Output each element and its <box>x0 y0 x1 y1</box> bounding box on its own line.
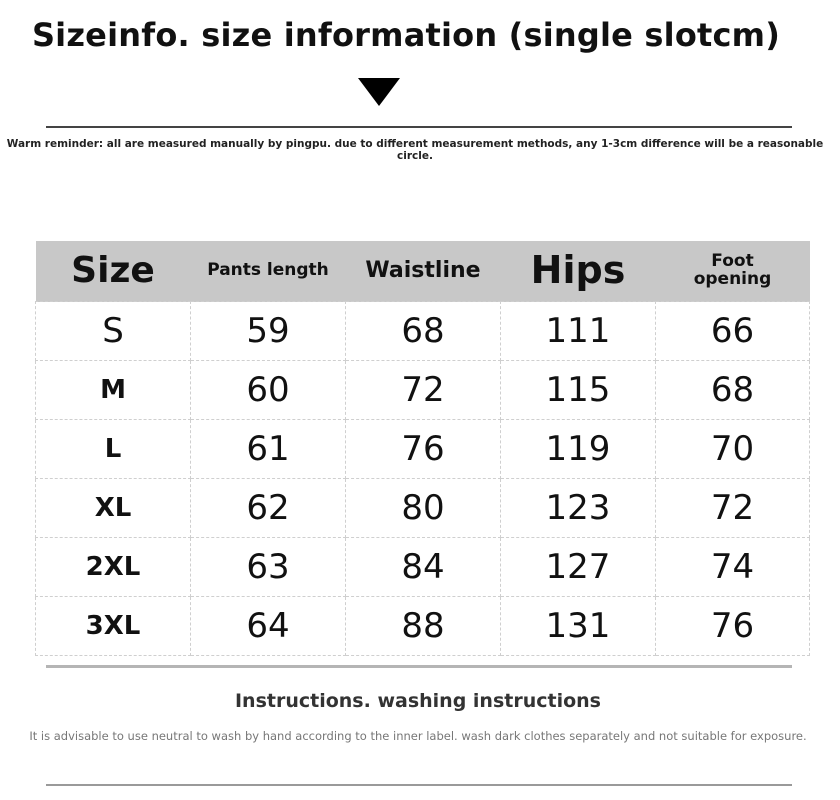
column-header-size: Size <box>36 241 191 302</box>
foot-opening-cell: 68 <box>656 361 810 420</box>
divider <box>46 665 792 668</box>
table-header-row <box>36 241 810 302</box>
down-arrow-icon <box>358 78 400 106</box>
table-row <box>36 597 810 656</box>
table-row <box>36 302 810 361</box>
pants-length-cell: 59 <box>191 302 346 361</box>
waistline-cell: 72 <box>346 361 501 420</box>
column-header-hips: Hips <box>501 241 656 302</box>
foot-opening-cell: 74 <box>656 538 810 597</box>
size-cell: L <box>36 420 191 479</box>
hips-cell: 127 <box>501 538 656 597</box>
washing-text: It is advisable to use neutral to wash by hand according to the inner label. wash dark clothes separately and not suitable for exposure. <box>29 729 807 743</box>
size-cell: XL <box>36 479 191 538</box>
waistline-cell: 88 <box>346 597 501 656</box>
waistline-cell: 80 <box>346 479 501 538</box>
pants-length-cell: 64 <box>191 597 346 656</box>
waistline-cell: 68 <box>346 302 501 361</box>
table-row <box>36 420 810 479</box>
hips-cell: 111 <box>501 302 656 361</box>
size-table <box>35 241 810 656</box>
pants-length-cell: 62 <box>191 479 346 538</box>
column-header-pants-length: Pants length <box>191 241 346 302</box>
table-row <box>36 538 810 597</box>
column-header-foot-opening-label: Foot opening <box>693 251 772 289</box>
foot-opening-cell: 70 <box>656 420 810 479</box>
table-row <box>36 479 810 538</box>
pants-length-cell: 63 <box>191 538 346 597</box>
waistline-cell: 84 <box>346 538 501 597</box>
washing-title: Instructions. washing instructions <box>234 690 601 712</box>
foot-opening-cell: 76 <box>656 597 810 656</box>
pants-length-cell: 60 <box>191 361 346 420</box>
hips-cell: 123 <box>501 479 656 538</box>
hips-cell: 115 <box>501 361 656 420</box>
waistline-cell: 76 <box>346 420 501 479</box>
pants-length-cell: 61 <box>191 420 346 479</box>
hips-cell: 131 <box>501 597 656 656</box>
table-row <box>36 361 810 420</box>
divider <box>46 784 792 786</box>
foot-opening-cell: 66 <box>656 302 810 361</box>
foot-opening-cell: 72 <box>656 479 810 538</box>
size-cell: 2XL <box>36 538 191 597</box>
page-title: Sizeinfo. size information (single slotcm) <box>31 16 781 54</box>
size-cell: S <box>36 302 191 361</box>
measurement-reminder: Warm reminder: all are measured manually by pingpu. due to different measurement methods, any 1-3cm difference will be a reasonable circle. <box>6 138 824 162</box>
size-cell: 3XL <box>36 597 191 656</box>
column-header-waistline: Waistline <box>346 241 501 302</box>
hips-cell: 119 <box>501 420 656 479</box>
size-cell: M <box>36 361 191 420</box>
divider <box>46 126 792 128</box>
column-header-foot-opening <box>656 241 810 302</box>
